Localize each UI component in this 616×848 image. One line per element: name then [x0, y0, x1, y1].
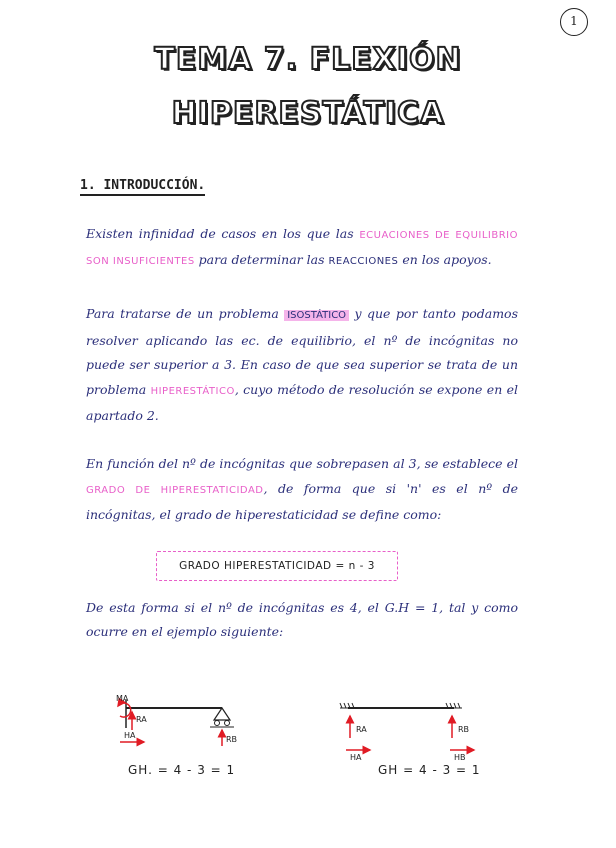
beam-figure-1	[116, 694, 237, 746]
p2-text-b: y que por tanto podamos resolver aplicando las ec. de equilibrio, el nº de incógnitas no puede ser superior a 3. En caso de que sea superior se trata de un problema	[86, 306, 518, 397]
moment-arrow-icon	[118, 703, 131, 717]
p3-text-a: En función del nº de incógnitas que sobrepasen al 3, se establece el	[86, 456, 518, 471]
label-rb-2: RB	[458, 725, 470, 734]
label-ra-1: RA	[136, 715, 147, 724]
p1-highlight-equilibrio: ECUACIONES DE EQUILIBRIO SON INSUFICIENTES	[86, 230, 519, 267]
label-ma: MA	[116, 694, 129, 703]
roller-support-icon	[210, 708, 234, 727]
page-title-line-1: TEMA 7. FLEXIÓN	[154, 42, 462, 77]
gh-equation-1: GH. = 4 - 3 = 1	[128, 763, 236, 777]
p3-text-b: , de forma que si 'n' es el nº de incógnitas, el grado de hiperestaticidad se define como:	[86, 480, 519, 522]
p1-text-a: Existen infinidad de casos en los que las	[86, 226, 354, 241]
label-rb-1: RB	[226, 735, 238, 744]
formula-left: GRADO HIPERESTATICIDAD	[179, 560, 332, 572]
p1-highlight-reacciones: REACCIONES	[328, 256, 399, 267]
p2-highlight-isostatico: ISOSTÁTICO	[284, 310, 349, 321]
p2-text-a: Para tratarse de un problema	[86, 306, 279, 321]
page-title-line-2: HIPERESTÁTICA	[171, 96, 445, 131]
label-ha-2: HA	[350, 753, 362, 762]
gh-equation-2: GH = 4 - 3 = 1	[378, 763, 481, 777]
beam-figure-2	[340, 703, 474, 762]
page-number: 1	[560, 8, 588, 36]
p2-highlight-hiperestatico: HIPERESTÁTICO	[150, 385, 235, 397]
paragraph-3	[86, 452, 518, 528]
p4-text: De esta forma si el nº de incógnitas es 4, el G.H = 1, tal y como ocurre en el ejemplo siguiente:	[86, 600, 518, 639]
p3-highlight-grado: GRADO DE HIPERESTATICIDAD	[86, 484, 264, 496]
p1-text-c: en los apoyos.	[402, 252, 492, 267]
label-ra-2: RA	[356, 725, 367, 734]
label-hb: HB	[454, 753, 466, 762]
paragraph-1	[86, 222, 518, 274]
formula-equals: =	[331, 560, 349, 572]
p2-text-c: , cuyo método de resolución se expone en el apartado 2.	[86, 381, 518, 423]
paragraph-2	[86, 302, 518, 429]
formula-right: n - 3	[348, 560, 375, 572]
label-ha-1: HA	[124, 731, 136, 740]
formula-box	[156, 551, 398, 581]
section-heading: 1. INTRODUCCIÓN.	[80, 178, 205, 196]
paragraph-4	[86, 596, 518, 644]
p1-text-b: para determinar las	[198, 252, 325, 267]
beam-diagrams	[0, 680, 616, 770]
